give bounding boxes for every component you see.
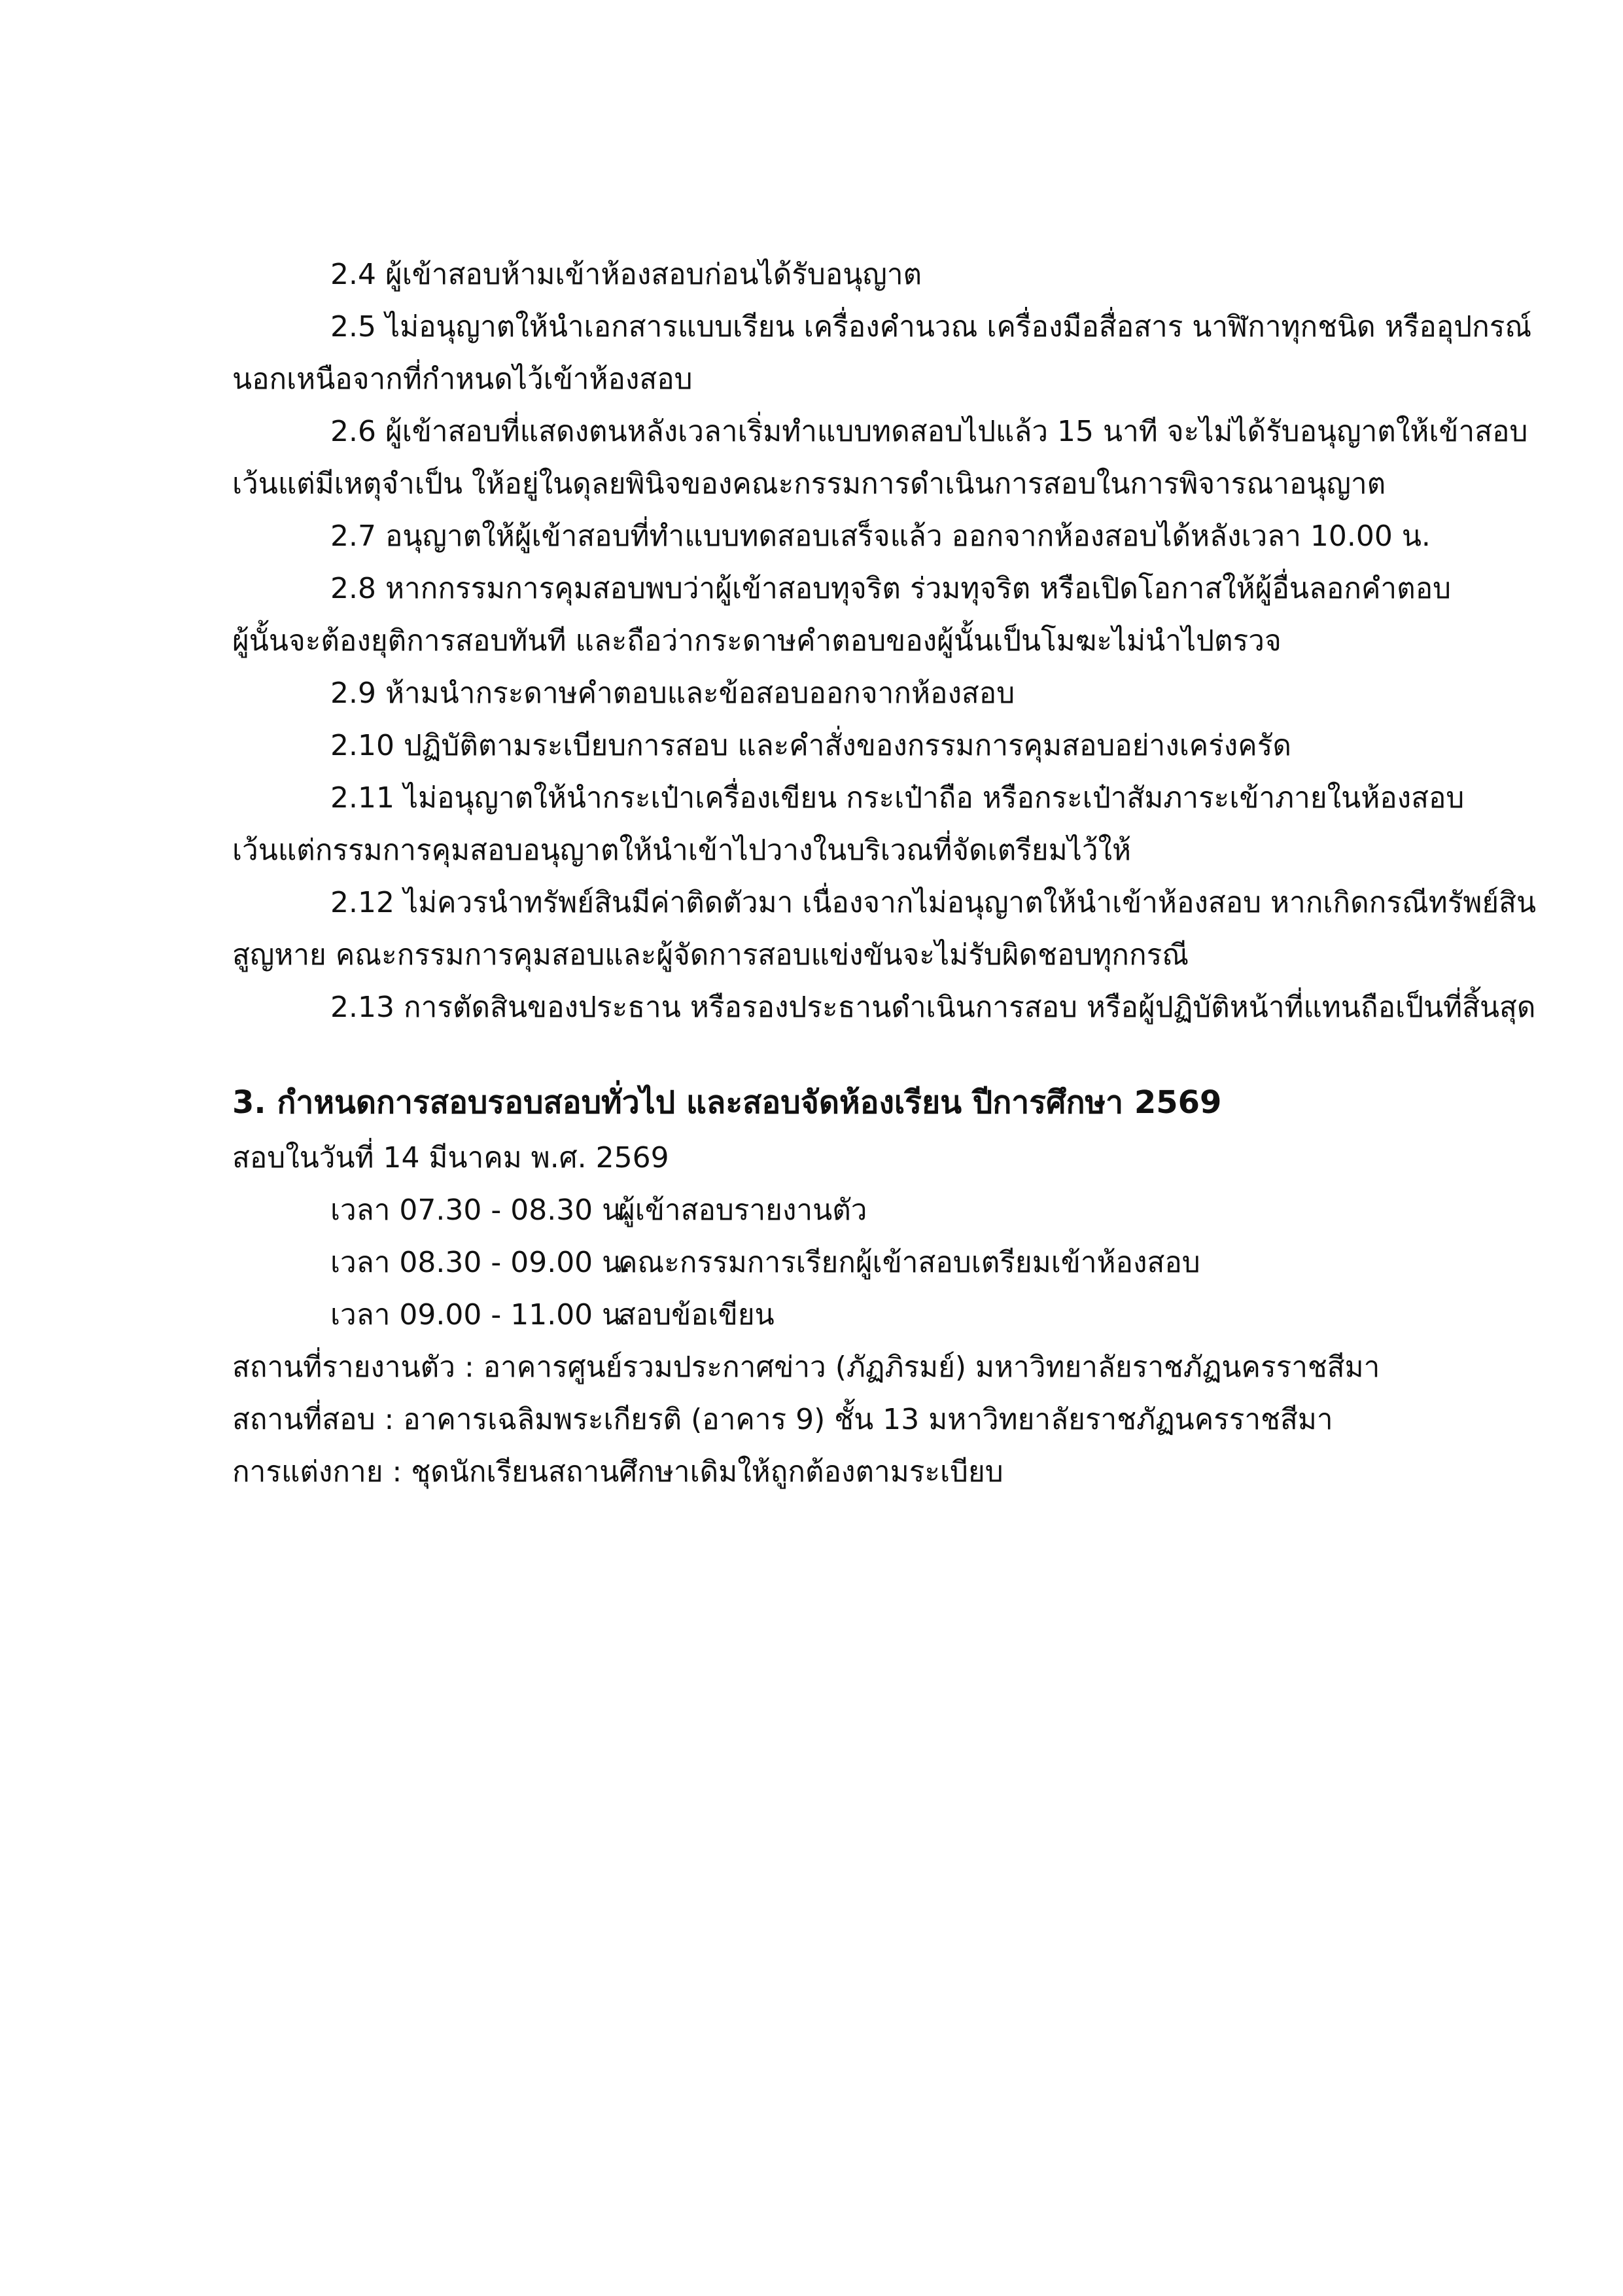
rule-2-4 xyxy=(232,249,1459,301)
exam-date: สอบในวันที่ 14 มีนาคม พ.ศ. 2569 xyxy=(232,1141,669,1174)
rule-line: 2.7 อนุญาตให้ผู้เข้าสอบที่ทำแบบทดสอบเสร็จแล้ว ออกจากห้องสอบได้หลังเวลา 10.00 น. xyxy=(330,520,1431,553)
rule-line: 2.10 ปฏิบัติตามระเบียบการสอบ และคำสั่งของกรรมการคุมสอบอย่างเคร่งครัด xyxy=(330,729,1291,762)
schedule-row xyxy=(232,1184,1459,1237)
schedule-activity: ผู้เข้าสอบรายงานตัว xyxy=(618,1193,867,1227)
rule-2-5 xyxy=(232,301,1532,406)
rule-line: 2.11 ไม่อนุญาตให้นำกระเป๋าเครื่องเขียน กระเป๋าถือ หรือกระเป๋าสัมภาระเข้าภายในห้องสอบ xyxy=(330,781,1465,815)
schedule-activity: สอบข้อเขียน xyxy=(618,1298,775,1332)
report-location: สถานที่รายงานตัว : อาคารศูนย์รวมประกาศข่าว (ภัฏภิรมย์) มหาวิทยาลัยราชภัฏนครราชสีมา xyxy=(232,1351,1380,1384)
rule-line: ผู้นั้นจะต้องยุติการสอบทันที และถือว่ากระดาษคำตอบของผู้นั้นเป็นโมฆะไม่นำไปตรวจ xyxy=(232,624,1282,658)
rule-2-8 xyxy=(232,563,1459,667)
section-3-heading: 3. กำหนดการสอบรอบสอบทั่วไป และสอบจัดห้องเรียน ปีการศึกษา 2569 xyxy=(232,1084,1222,1121)
rule-line: 2.4 ผู้เข้าสอบห้ามเข้าห้องสอบก่อนได้รับอนุญาต xyxy=(330,258,922,291)
rule-line: เว้นแต่กรรมการคุมสอบอนุญาตให้นำเข้าไปวางในบริเวณที่จัดเตรียมไว้ให้ xyxy=(232,834,1132,867)
exam-location: สถานที่สอบ : อาคารเฉลิมพระเกียรติ (อาคาร 9) ชั้น 13 มหาวิทยาลัยราชภัฏนครราชสีมา xyxy=(232,1403,1333,1436)
rule-2-9 xyxy=(232,667,1459,720)
rule-line: 2.13 การตัดสินของประธาน หรือรองประธานดำเนินการสอบ หรือผู้ปฏิบัติหน้าที่แทนถือเป็นที่สิ้นสุด xyxy=(330,991,1536,1024)
rule-2-11 xyxy=(232,772,1465,877)
rule-line: เว้นแต่มีเหตุจำเป็น ให้อยู่ในดุลยพินิจของคณะกรรมการดำเนินการสอบในการพิจารณาอนุญาต xyxy=(232,467,1386,501)
rule-line: 2.9 ห้ามนำกระดาษคำตอบและข้อสอบออกจากห้องสอบ xyxy=(330,677,1015,710)
rule-2-13 xyxy=(232,981,1536,1034)
rule-line: สูญหาย คณะกรรมการคุมสอบและผู้จัดการสอบแข่งขันจะไม่รับผิดชอบทุกกรณี xyxy=(232,938,1189,972)
schedule-time: เวลา 09.00 - 11.00 น. xyxy=(330,1298,631,1332)
rule-2-6 xyxy=(232,406,1528,510)
rule-line: นอกเหนือจากที่กำหนดไว้เข้าห้องสอบ xyxy=(232,362,693,396)
dress-code: การแต่งกาย : ชุดนักเรียนสถานศึกษาเดิมให้ถูกต้องตามระเบียบ xyxy=(232,1455,1003,1489)
rule-line: 2.8 หากกรรมการคุมสอบพบว่าผู้เข้าสอบทุจริต ร่วมทุจริต หรือเปิดโอกาสให้ผู้อื่นลอกคำตอบ xyxy=(330,572,1452,605)
schedule-time: เวลา 07.30 - 08.30 น. xyxy=(330,1193,631,1227)
schedule-row xyxy=(232,1237,1459,1289)
document-content xyxy=(232,249,1537,1498)
rule-line: 2.5 ไม่อนุญาตให้นำเอกสารแบบเรียน เครื่องคำนวณ เครื่องมือสื่อสาร นาฬิกาทุกชนิด หรืออุปกรณ์ xyxy=(330,310,1532,344)
schedule-activity: คณะกรรมการเรียกผู้เข้าสอบเตรียมเข้าห้องสอบ xyxy=(618,1246,1200,1279)
rule-line: 2.12 ไม่ควรนำทรัพย์สินมีค่าติดตัวมา เนื่องจากไม่อนุญาตให้นำเข้าห้องสอบ หากเกิดกรณีทรัพย์สิน xyxy=(330,886,1537,919)
schedule-time: เวลา 08.30 - 09.00 น. xyxy=(330,1246,631,1279)
rule-2-7 xyxy=(232,510,1459,563)
rule-2-12 xyxy=(232,877,1537,981)
rule-2-10 xyxy=(232,720,1459,772)
rule-line: 2.6 ผู้เข้าสอบที่แสดงตนหลังเวลาเริ่มทำแบบทดสอบไปแล้ว 15 นาที จะไม่ได้รับอนุญาตให้เข้าสอบ xyxy=(330,415,1528,448)
schedule-row xyxy=(232,1289,1459,1341)
